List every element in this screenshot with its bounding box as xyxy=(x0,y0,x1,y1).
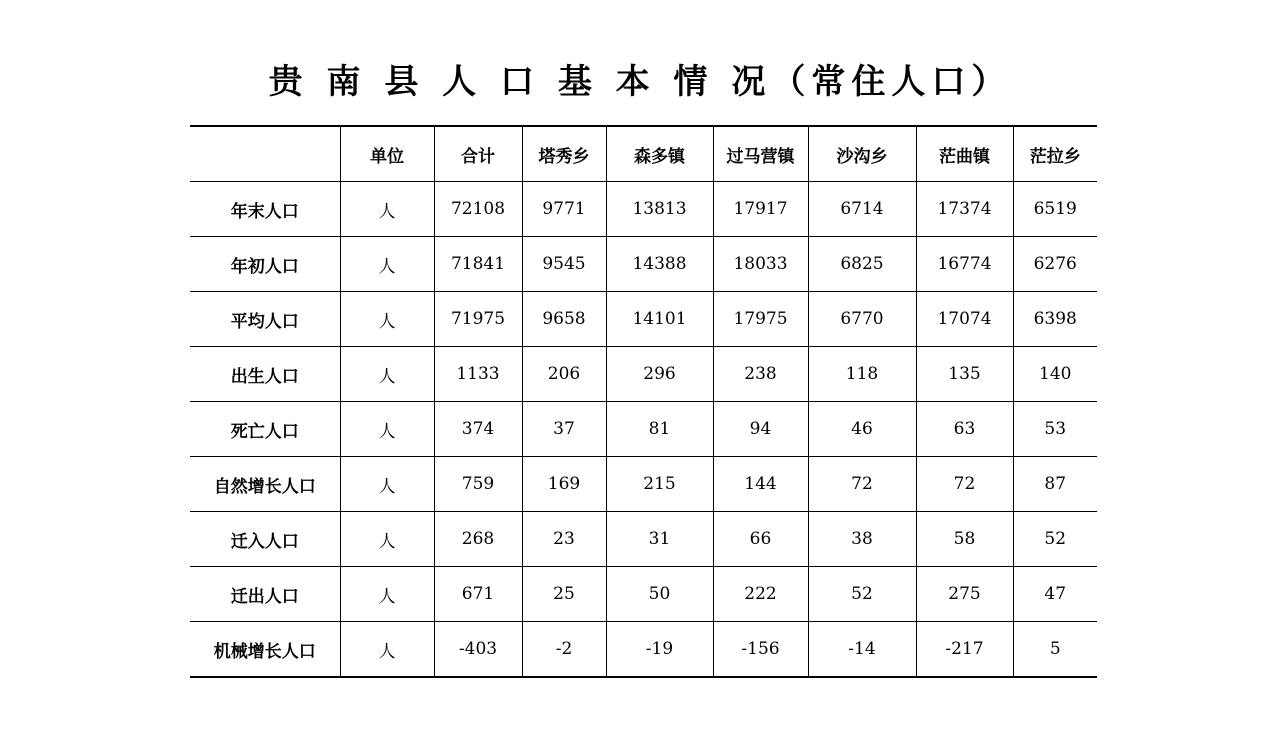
table-row xyxy=(190,622,1097,678)
table-cell: 94 xyxy=(713,402,808,457)
row-label: 平均人口 xyxy=(190,292,340,347)
table-cell: 50 xyxy=(606,567,713,622)
table-cell: 14388 xyxy=(606,237,713,292)
table-cell: 17917 xyxy=(713,182,808,237)
header-cell-guomaying: 过马营镇 xyxy=(713,126,808,182)
table-cell: 9771 xyxy=(522,182,606,237)
table-cell: 6519 xyxy=(1013,182,1097,237)
table-row xyxy=(190,237,1097,292)
table-cell: 17074 xyxy=(916,292,1013,347)
header-row xyxy=(190,126,1097,182)
population-table xyxy=(190,125,1097,678)
table-cell: 296 xyxy=(606,347,713,402)
table-cell: 23 xyxy=(522,512,606,567)
table-row xyxy=(190,402,1097,457)
page-title: 贵 南 县 人 口 基 本 情 况（常住人口） xyxy=(268,62,1012,102)
table-cell: 14101 xyxy=(606,292,713,347)
table-row xyxy=(190,567,1097,622)
table-cell: -403 xyxy=(434,622,522,678)
table-cell: 6825 xyxy=(808,237,916,292)
table-cell: 37 xyxy=(522,402,606,457)
table-cell: 63 xyxy=(916,402,1013,457)
table-cell: 47 xyxy=(1013,567,1097,622)
table-cell: 72 xyxy=(808,457,916,512)
table-cell: 759 xyxy=(434,457,522,512)
table-cell: 52 xyxy=(1013,512,1097,567)
table-cell: 31 xyxy=(606,512,713,567)
table-cell: 222 xyxy=(713,567,808,622)
table-cell: 53 xyxy=(1013,402,1097,457)
table-cell: 87 xyxy=(1013,457,1097,512)
table-cell: 58 xyxy=(916,512,1013,567)
table-row xyxy=(190,182,1097,237)
row-label: 年末人口 xyxy=(190,182,340,237)
table-cell: 18033 xyxy=(713,237,808,292)
header-cell-shagou: 沙沟乡 xyxy=(808,126,916,182)
table-cell: 25 xyxy=(522,567,606,622)
row-unit: 人 xyxy=(340,457,434,512)
row-label: 年初人口 xyxy=(190,237,340,292)
row-unit: 人 xyxy=(340,567,434,622)
table-cell: -2 xyxy=(522,622,606,678)
table-cell: 144 xyxy=(713,457,808,512)
table-row xyxy=(190,512,1097,567)
row-label: 迁入人口 xyxy=(190,512,340,567)
table-cell: -14 xyxy=(808,622,916,678)
row-label: 自然增长人口 xyxy=(190,457,340,512)
table-cell: 17975 xyxy=(713,292,808,347)
table-cell: 9658 xyxy=(522,292,606,347)
table-cell: -19 xyxy=(606,622,713,678)
table-cell: -156 xyxy=(713,622,808,678)
header-cell-unit: 单位 xyxy=(340,126,434,182)
table-cell: 206 xyxy=(522,347,606,402)
row-unit: 人 xyxy=(340,622,434,678)
row-unit: 人 xyxy=(340,182,434,237)
table-cell: 135 xyxy=(916,347,1013,402)
header-cell-senduo: 森多镇 xyxy=(606,126,713,182)
row-label: 迁出人口 xyxy=(190,567,340,622)
table-row xyxy=(190,347,1097,402)
table-cell: 17374 xyxy=(916,182,1013,237)
table-body xyxy=(190,182,1097,678)
header-cell-taxiu: 塔秀乡 xyxy=(522,126,606,182)
table-cell: 13813 xyxy=(606,182,713,237)
table-cell: 72108 xyxy=(434,182,522,237)
table-cell: 5 xyxy=(1013,622,1097,678)
table-cell: 16774 xyxy=(916,237,1013,292)
table-cell: 6276 xyxy=(1013,237,1097,292)
table-cell: 38 xyxy=(808,512,916,567)
header-cell-mangqu: 茫曲镇 xyxy=(916,126,1013,182)
row-label: 机械增长人口 xyxy=(190,622,340,678)
header-cell-total: 合计 xyxy=(434,126,522,182)
table-row xyxy=(190,292,1097,347)
table-cell: 71975 xyxy=(434,292,522,347)
row-unit: 人 xyxy=(340,402,434,457)
table-cell: -217 xyxy=(916,622,1013,678)
table-cell: 140 xyxy=(1013,347,1097,402)
table-cell: 6398 xyxy=(1013,292,1097,347)
row-unit: 人 xyxy=(340,512,434,567)
table-cell: 66 xyxy=(713,512,808,567)
table-cell: 52 xyxy=(808,567,916,622)
table-cell: 118 xyxy=(808,347,916,402)
row-unit: 人 xyxy=(340,237,434,292)
header-cell-mangla: 茫拉乡 xyxy=(1013,126,1097,182)
table-cell: 268 xyxy=(434,512,522,567)
row-label: 死亡人口 xyxy=(190,402,340,457)
table-cell: 671 xyxy=(434,567,522,622)
table-cell: 275 xyxy=(916,567,1013,622)
table-cell: 71841 xyxy=(434,237,522,292)
table-cell: 169 xyxy=(522,457,606,512)
table-cell: 374 xyxy=(434,402,522,457)
row-label: 出生人口 xyxy=(190,347,340,402)
row-unit: 人 xyxy=(340,292,434,347)
table-cell: 6714 xyxy=(808,182,916,237)
table-cell: 238 xyxy=(713,347,808,402)
table-cell: 46 xyxy=(808,402,916,457)
table-cell: 72 xyxy=(916,457,1013,512)
table-cell: 1133 xyxy=(434,347,522,402)
table-cell: 215 xyxy=(606,457,713,512)
table-cell: 81 xyxy=(606,402,713,457)
table-cell: 9545 xyxy=(522,237,606,292)
row-unit: 人 xyxy=(340,347,434,402)
table-row xyxy=(190,457,1097,512)
header-cell-blank xyxy=(190,126,340,182)
table-cell: 6770 xyxy=(808,292,916,347)
